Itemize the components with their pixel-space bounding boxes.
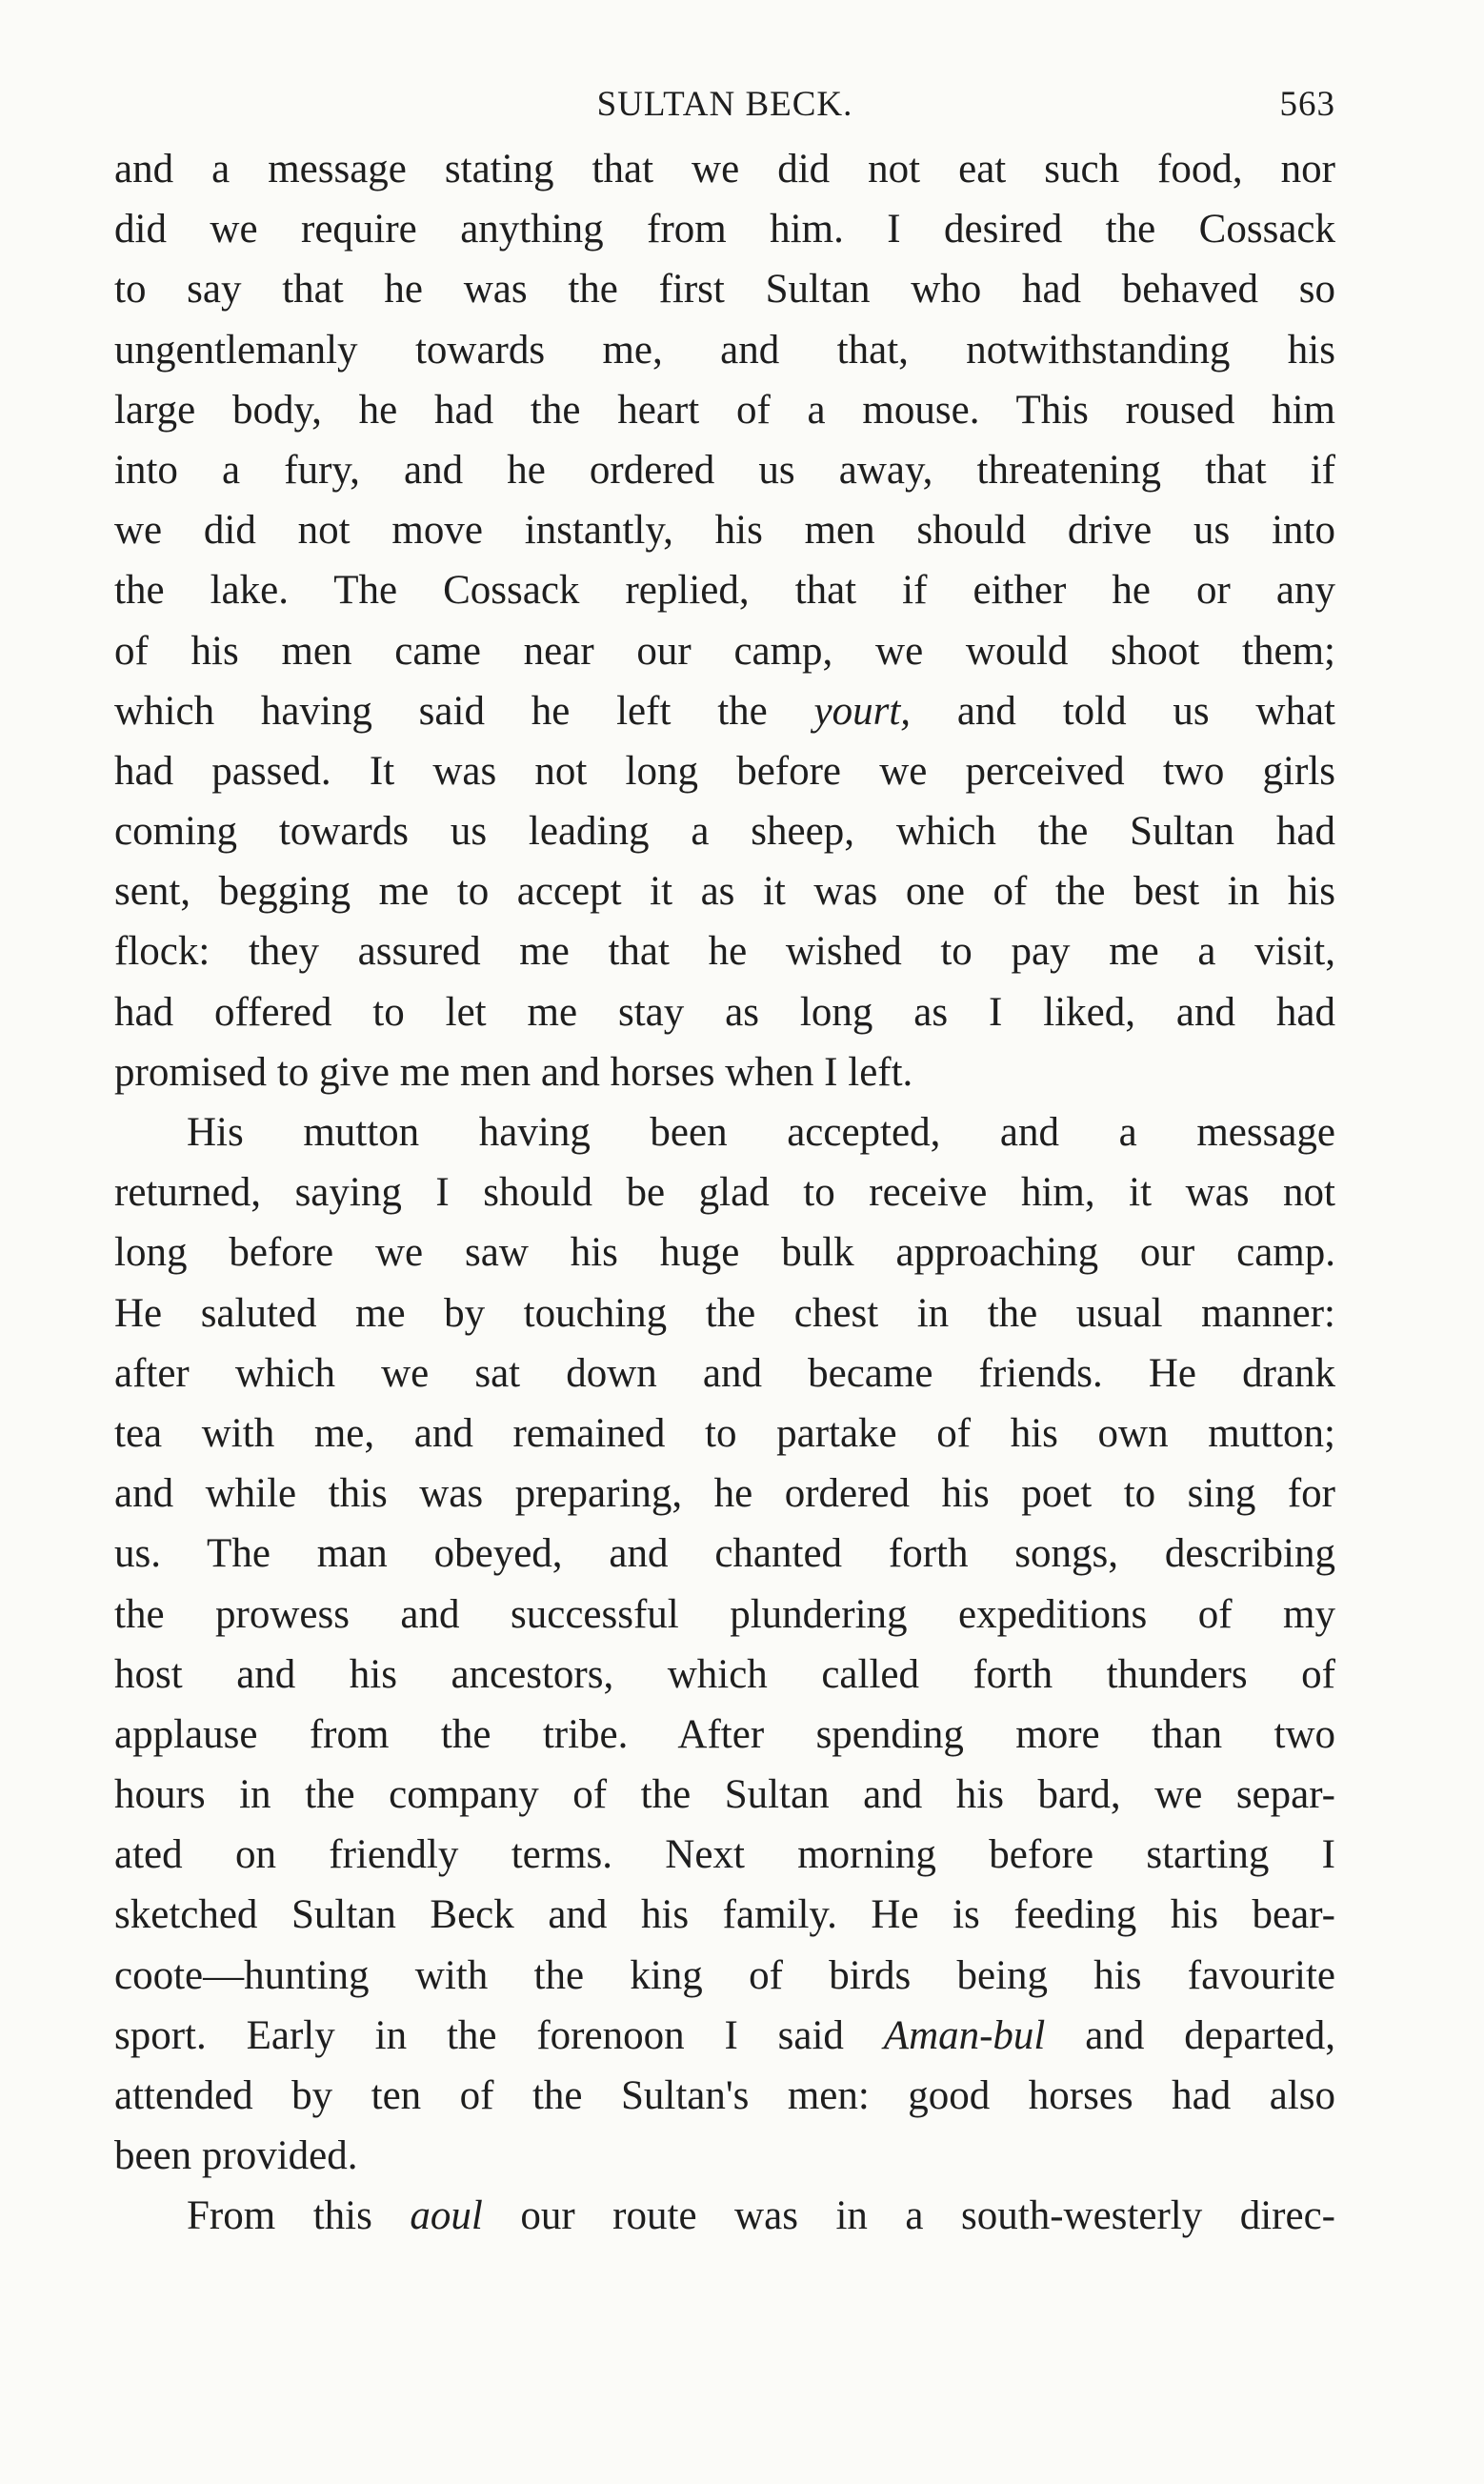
text-line: He saluted me by touching the chest in the usual manner: (114, 1290, 1335, 1336)
text-line: we did not move instantly, his men should drive us into (114, 508, 1335, 554)
text-run: which having said he left the (114, 688, 814, 734)
text-line: the lake. The Cossack replied, that if either he or any (114, 568, 1335, 614)
text-line: ungentlemanly towards me, and that, notwithstanding his (114, 327, 1335, 373)
text-run: sport. Early in the forenoon I said (114, 2012, 884, 2058)
italic-word: Aman-bul (883, 2012, 1046, 2058)
text-line: promised to give me men and horses when I left. (114, 1049, 913, 1095)
text-line: flock: they assured me that he wished to pay me a visit, (114, 929, 1335, 975)
text-line: and while this was preparing, he ordered his poet to sing for (114, 1471, 1335, 1517)
text-line: had passed. It was not long before we perceived two girls (114, 748, 1335, 794)
text-run: From this (187, 2193, 411, 2239)
text-run: our route was in a south-westerly direc- (482, 2193, 1335, 2239)
text-line: had offered to let me stay as long as I liked, and had (114, 989, 1335, 1035)
book-page (114, 84, 1335, 2247)
text-run: and departed, (1045, 2012, 1336, 2058)
text-run: and told us what (911, 688, 1335, 734)
italic-word: yourt, (813, 688, 912, 734)
text-line: into a fury, and he ordered us away, threatening that if (114, 447, 1335, 493)
text-line: sketched Sultan Beck and his family. He is feeding his bear- (114, 1892, 1335, 1938)
paragraph-first-line: His mutton having been accepted, and a message (187, 1110, 1335, 1155)
paragraph-first-line (114, 2186, 1335, 2246)
page-number: 563 (1279, 85, 1335, 124)
text-line: applause from the tribe. After spending more than two (114, 1711, 1335, 1757)
text-line: coming towards us leading a sheep, which the Sultan had (114, 809, 1335, 855)
text-line (114, 2006, 1335, 2066)
text-line: sent, begging me to accept it as it was one of the best in his (114, 869, 1335, 915)
text-line: coote—hunting with the king of birds being his favourite (114, 1952, 1335, 1998)
text-line: hours in the company of the Sultan and his bard, we separ- (114, 1772, 1335, 1818)
text-line: of his men came near our camp, we would shoot them; (114, 628, 1335, 674)
text-line: and a message stating that we did not eat such food, nor (114, 147, 1335, 192)
running-head (114, 84, 1335, 131)
text-line (114, 681, 1335, 741)
text-line: been provided. (114, 2133, 358, 2179)
text-line: host and his ancestors, which called forth thunders of (114, 1651, 1335, 1697)
text-line: after which we sat down and became friends. He drank (114, 1350, 1335, 1396)
text-line: long before we saw his huge bulk approaching our camp. (114, 1230, 1335, 1276)
text-line: us. The man obeyed, and chanted forth songs, describing (114, 1531, 1335, 1577)
text-line: did we require anything from him. I desired the Cossack (114, 207, 1335, 252)
italic-word: aoul (410, 2193, 483, 2239)
text-line: tea with me, and remained to partake of his own mutton; (114, 1410, 1335, 1456)
text-line: to say that he was the first Sultan who had behaved so (114, 267, 1335, 313)
running-title: SULTAN BECK. (596, 85, 853, 124)
text-line: large body, he had the heart of a mouse. This roused him (114, 387, 1335, 433)
body-text (114, 139, 1335, 2247)
text-line: the prowess and successful plundering expeditions of my (114, 1591, 1335, 1637)
text-line: attended by ten of the Sultan's men: good horses had also (114, 2073, 1335, 2118)
text-line: returned, saying I should be glad to receive him, it was not (114, 1170, 1335, 1216)
text-line: ated on friendly terms. Next morning before starting I (114, 1832, 1335, 1878)
